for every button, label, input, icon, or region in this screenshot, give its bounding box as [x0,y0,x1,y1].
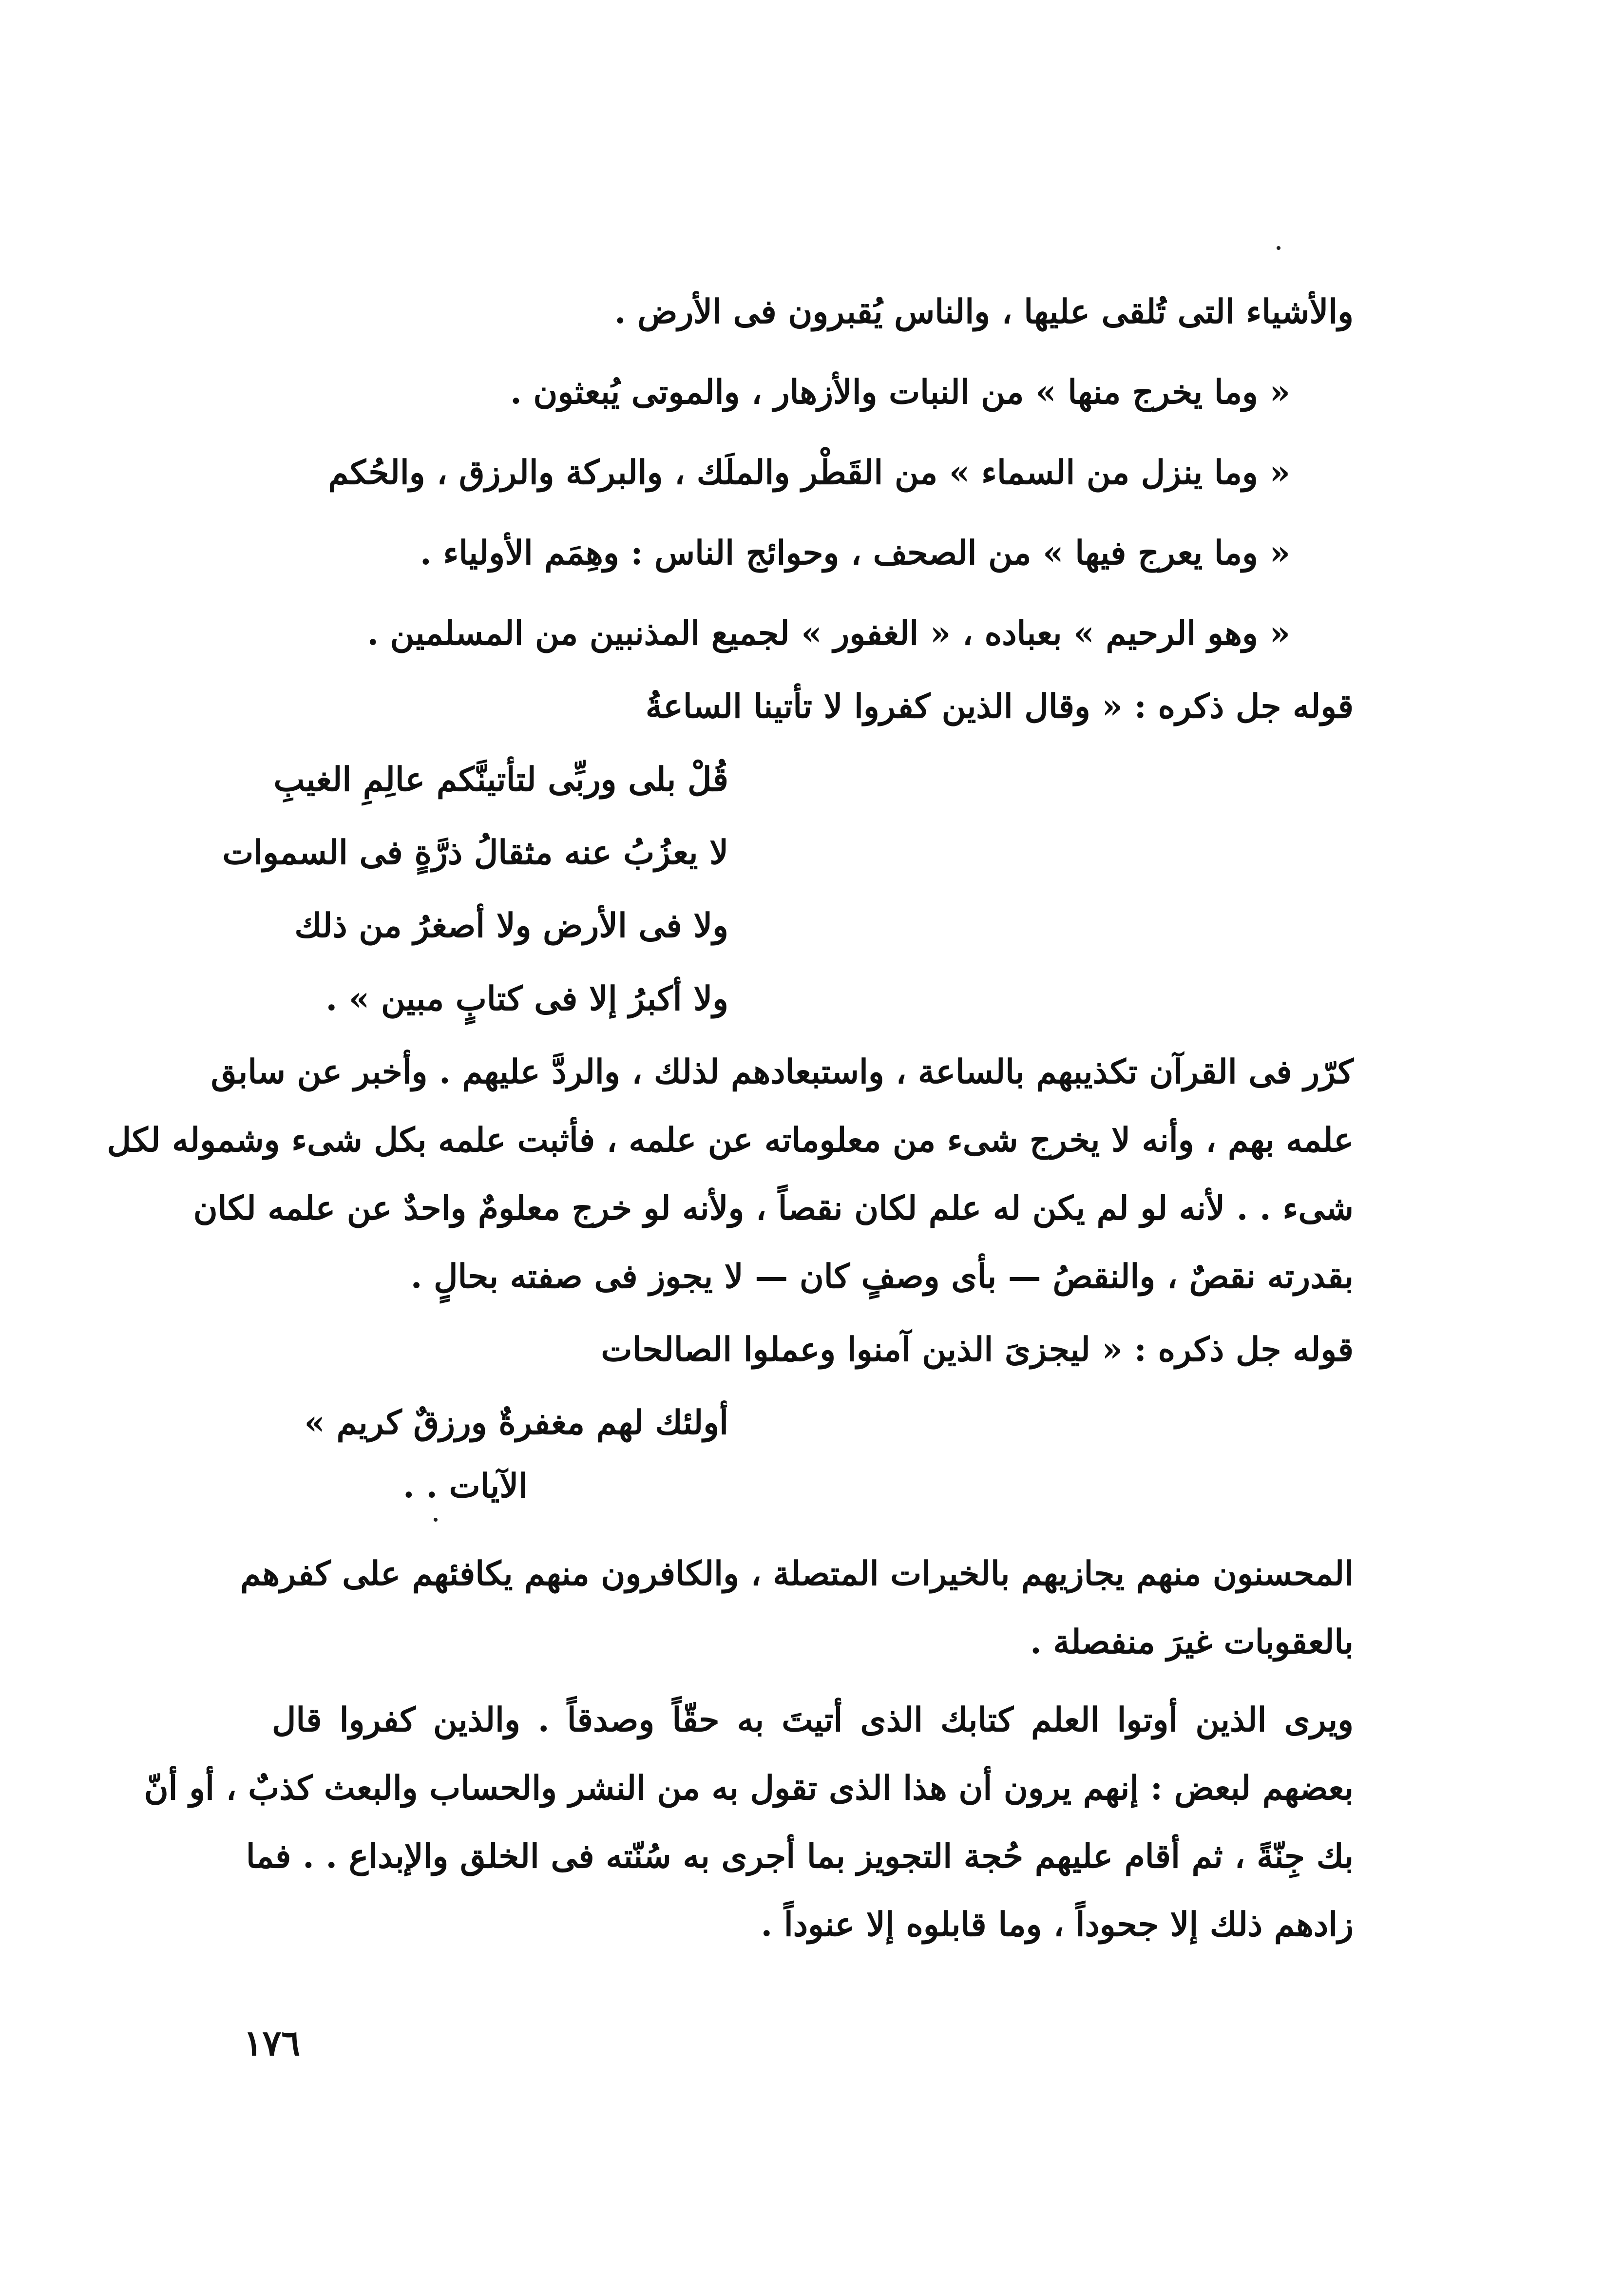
page-mark [1277,246,1280,250]
verse-intro: قوله جل ذكره : « وقال الذين كفروا لا تأتينا الساعةُ [645,687,1354,726]
verse-intro: قوله جل ذكره : « ليجزىَ الذين آمنوا وعملوا الصالحات [601,1330,1354,1369]
text-line: « وما ينزل من السماء » من القَطْر والملَك ، والبركة والرزق ، والحُكم [328,453,1290,492]
text-line: والأشياء التى تُلقى عليها ، والناس يُقبرون فى الأرض . [614,292,1354,331]
verse-line: ولا أكبرُ إلا فى كتابٍ مبين » . [325,979,728,1018]
paragraph-line: بقدرته نقصٌ ، والنقصُ — بأى وصفٍ كان — لا يجوز فى صفته بحالٍ . [410,1257,1354,1296]
text-line: « وما يخرج منها » من النبات والأزهار ، والموتى يُبعثون . [510,373,1290,412]
paragraph-line: كرّر فى القرآن تكذيبهم بالساعة ، واستبعادهم لذلك ، والردَّ عليهم . وأخبر عن سابق [210,1052,1354,1091]
paragraph-line: ويرى الذين أوتوا العلم كتابك الذى أتيتَ به حقّاً وصدقاً . والذين كفروا قال [272,1700,1354,1739]
paragraph-line: شىء . . لأنه لو لم يكن له علم لكان نقصاً ، ولأنه لو خرج معلومٌ واحدٌ عن علمه لكان [193,1189,1354,1228]
verse-line: الآيات . . [402,1467,528,1506]
verse-line: قُلْ بلى وربِّى لتأتينَّكم عالِمِ الغيبِ [273,760,728,799]
verse-line: أولئك لهم مغفرةٌ ورزقٌ كريم » [304,1403,728,1442]
text-line: « وهو الرحيم » بعباده ، « الغفور » لجميع المذنبين من المسلمين . [367,614,1290,653]
page-mark [434,1518,438,1522]
paragraph-line: المحسنون منهم يجازيهم بالخيرات المتصلة ، والكافرون منهم يكافئهم على كفرهم [240,1554,1354,1593]
verse-line: لا يعزُبُ عنه مثقالُ ذرَّةٍ فى السموات [222,833,728,872]
paragraph-line: بعضهم لبعض : إنهم يرون أن هذا الذى تقول به من النشر والحساب والبعث كذبٌ ، أو أنّ [144,1769,1354,1808]
text-line: « وما يعرج فيها » من الصحف ، وحوائج الناس : وهِمَم الأولياء . [420,534,1290,573]
verse-line: ولا فى الأرض ولا أصغرُ من ذلك [294,906,728,945]
paragraph-line: زادهم ذلك إلا جحوداً ، وما قابلوه إلا عنوداً . [761,1905,1354,1944]
paragraph-line: بك جِنّةً ، ثم أقام عليهم حُجة التجويز بما أجرى به سُنّته فى الخلق والإبداع . . فما [246,1837,1354,1876]
paragraph-line: علمه بهم ، وأنه لا يخرج شىء من معلوماته عن علمه ، فأثبت علمه بكل شىء وشموله لكل [107,1121,1354,1160]
paragraph-line: بالعقوبات غيرَ منفصلة . [1030,1623,1354,1661]
page-number: ١٧٦ [244,2022,301,2063]
